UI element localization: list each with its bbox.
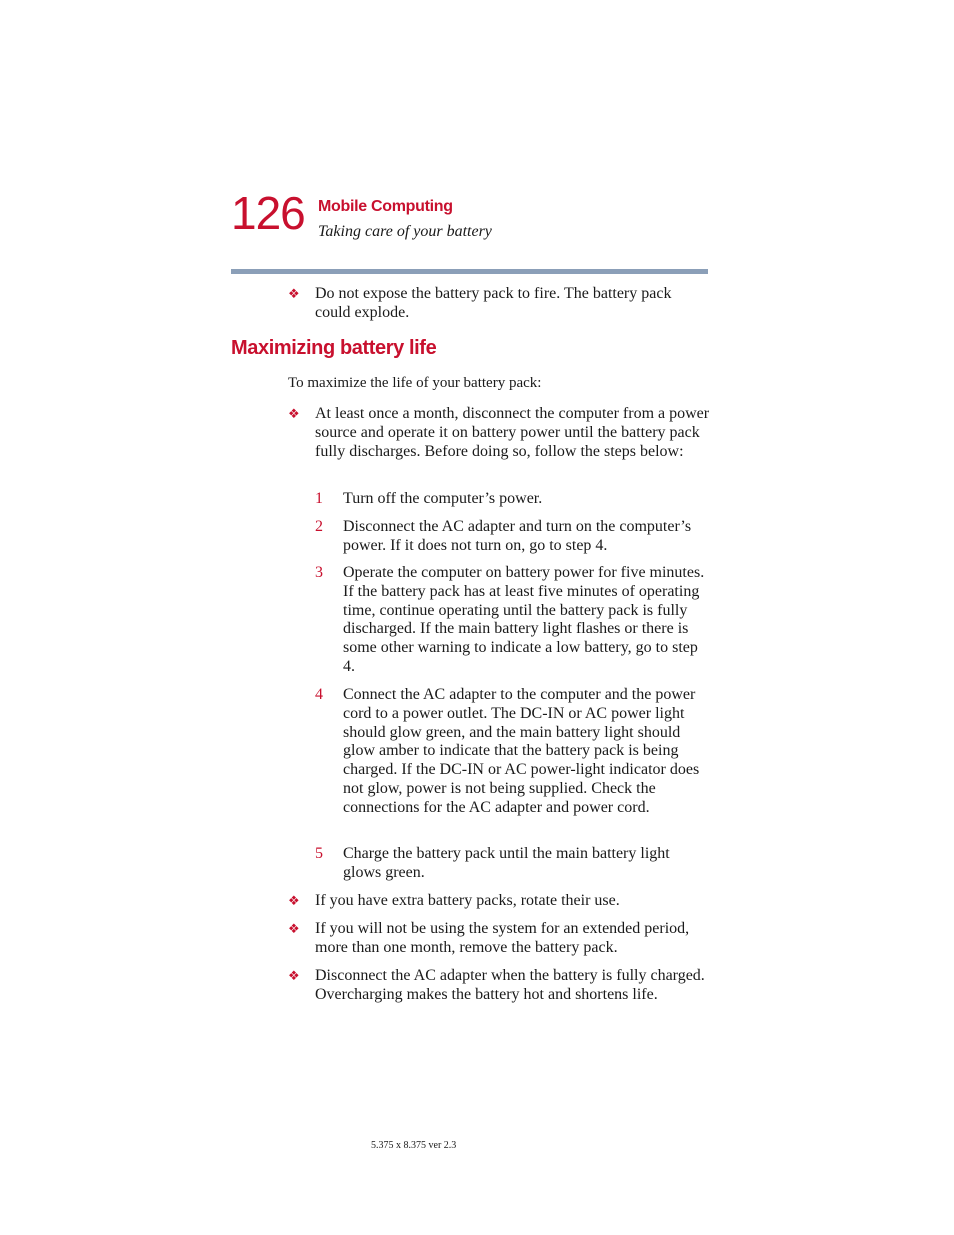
bullet-diamond-icon: ❖ [288,968,300,983]
section-subtitle: Taking care of your battery [318,223,492,240]
step-number: 5 [315,845,323,862]
footer-version: 5.375 x 8.375 ver 2.3 [371,1140,457,1151]
header-rule [231,269,708,274]
step-text: Connect the AC adapter to the computer and the power cord to a power outlet. The DC-IN or AC power light should glow green, and the main battery light should glow amber to indicate that the battery pack is being charged. If the DC-IN or AC power-light indicator does not glow, power is not being supplied. Check the connections for the AC adapter and power cord. [343,686,700,816]
bullet-item: If you have extra battery packs, rotate their use. [315,892,620,909]
intro-text: To maximize the life of your battery pack: [288,375,542,391]
step-number: 2 [315,518,323,535]
step-text: Turn off the computer’s power. [343,490,543,507]
bullet-item: At least once a month, disconnect the computer from a power source and operate it on battery power until the battery pack fully discharges. Before doing so, follow the steps below: [315,405,710,460]
bullet-diamond-icon: ❖ [288,921,300,936]
step-number: 4 [315,686,323,703]
step-number: 1 [315,490,323,507]
bullet-item: Do not expose the battery pack to fire. The battery pack could explode. [315,285,672,321]
section-heading: Maximizing battery life [231,337,437,359]
bullet-item: Disconnect the AC adapter when the battery is fully charged. Overcharging makes the battery hot and shortens life. [315,967,705,1003]
step-text: Disconnect the AC adapter and turn on the computer’s power. If it does not turn on, go to step 4. [343,518,692,554]
chapter-title: Mobile Computing [318,198,453,215]
bullet-diamond-icon: ❖ [288,893,300,908]
bullet-diamond-icon: ❖ [288,286,300,301]
step-text: Charge the battery pack until the main battery light glows green. [343,845,670,881]
step-number: 3 [315,564,323,581]
step-text: Operate the computer on battery power for five minutes. If the battery pack has at least five minutes of operating time, continue operating until the battery pack is fully discharged. If the main battery light flashes or there is some other warning to indicate a low battery, go to step 4. [343,564,705,675]
bullet-item: If you will not be using the system for an extended period, more than one month, remove the battery pack. [315,920,690,956]
page-number: 126 [231,187,305,239]
bullet-diamond-icon: ❖ [288,406,300,421]
